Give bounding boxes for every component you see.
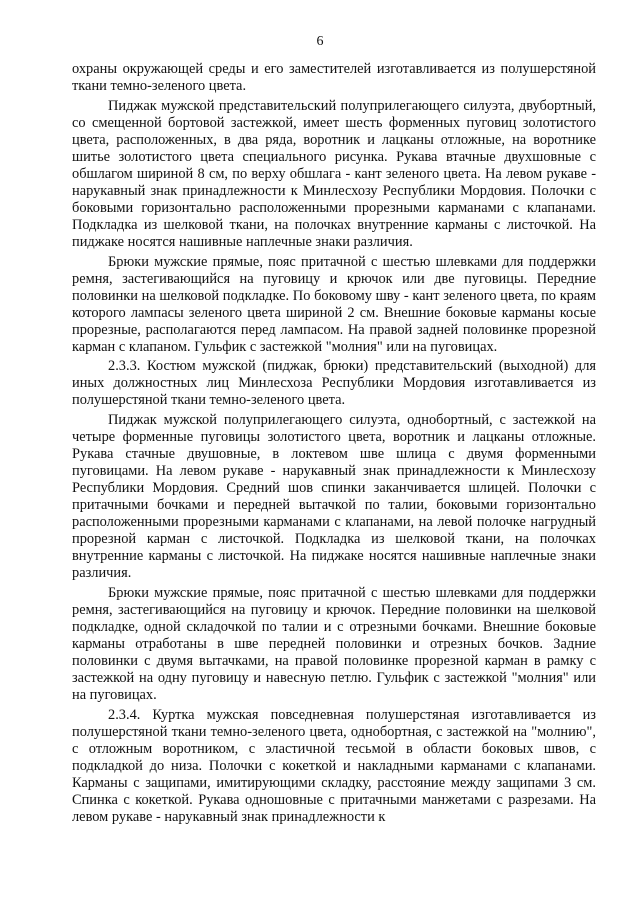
- paragraph-jacket-representative: Пиджак мужской представительский полуприлегающего силуэта, двубортный, со смещенной бортовой застежкой, имеет шесть форменных пуговиц золотистого цвета, расположенных, в два ряда, воротник и лацканы отложные, на воротнике шитье золотистого цвета специального рисунка. Рукава втачные двухшовные с обшлагом шириной 8 см, по верху обшлага - кант зеленого цвета. На левом рукаве - нарукавный знак принадлежности к Минлесхозу Республики Мордовия. Полочки с боковыми горизонтально расположенными прорезными карманами с клапанами. Подкладка из шелковой ткани, на полочках внутренние карманы с листочкой. На пиджаке носятся нашивные наплечные знаки различия.: [72, 97, 596, 250]
- paragraph-section-2-3-3: 2.3.3. Костюм мужской (пиджак, брюки) представительский (выходной) для иных должностных лиц Минлесхоза Республики Мордовия изготавливается из полушерстяной ткани темно-зеленого цвета.: [72, 358, 596, 409]
- paragraph-trousers-straight: Брюки мужские прямые, пояс притачной с шестью шлевками для поддержки ремня, застегивающийся на пуговицу и крючок. Передние половинки на шелковой подкладке, одной складочкой по талии и с отрезными бочками. Внешние боковые карманы отработаны в шве передней половинки и отрезных бочков. Задние половинки с двумя вытачками, на правой половинке прорезной карман в рамку с застежкой на одну пуговицу и навесную петлю. Гульфик с застежкой "молния" или на пуговицах.: [72, 584, 596, 704]
- document-body: [72, 61, 596, 829]
- paragraph-section-2-3-4: 2.3.4. Куртка мужская повседневная полушерстяная изготавливается из полушерстяной ткани темно-зеленого цвета, однобортная, с застежкой на "молнию", с отложным воротником, с эластичной тесьмой в области боковых швов, с подкладкой до низа. Полочки с кокеткой и накладными карманами с клапанами. Карманы с защипами, имитирующими складку, расстояние между защипами 3 см. Спинка с кокеткой. Рукава одношовные с притачными манжетами с разрезами. На левом рукаве - нарукавный знак принадлежности к: [72, 706, 596, 826]
- paragraph-trousers-representative: Брюки мужские прямые, пояс притачной с шестью шлевками для поддержки ремня, застегивающийся на пуговицу и крючок или две пуговицы. Передние половинки на шелковой подкладке. По боковому шву - кант зеленого цвета, по краям которого лампасы зеленого цвета шириной 2 см. Внешние боковые карманы косые прорезные, располагаются перед лампасом. На правой задней половинке прорезной карман с клапаном. Гульфик с застежкой "молния" или на пуговицах.: [72, 253, 596, 355]
- page-number: 6: [316, 34, 324, 49]
- paragraph-jacket-single-breasted: Пиджак мужской полуприлегающего силуэта, однобортный, с застежкой на четыре форменные пуговицы золотистого цвета, воротник и лацканы отложные. Рукава стачные двушовные, в локтевом шве шлица с двумя форменными пуговицами. На левом рукаве - нарукавный знак принадлежности к Минлесхозу Республики Мордовия. Средний шов спинки заканчивается шлицей. Полочки с притачными бочками и передней вытачкой по талии, боковыми горизонтально расположенными прорезными карманами с клапанами, на левой полочке нагрудный прорезной карман с листочкой. Подкладка из шелковой ткани, на полочках внутренние карманы с листочкой. На пиджаке носятся нашивные наплечные знаки различия.: [72, 411, 596, 582]
- paragraph-continuation: охраны окружающей среды и его заместителей изготавливается из полушерстяной ткани темно-зеленого цвета.: [72, 61, 596, 95]
